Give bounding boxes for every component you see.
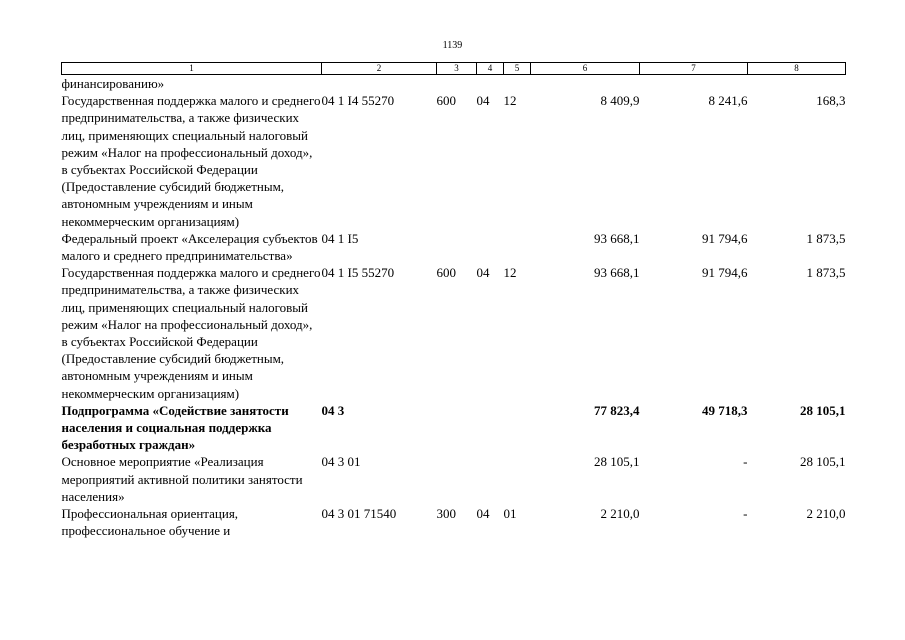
row-value-col8: 168,3 — [816, 93, 846, 109]
page-number: 1139 — [442, 40, 463, 51]
row-section: 04 — [476, 93, 490, 109]
table-row — [62, 75, 846, 93]
row-value-col6: 93 668,1 — [594, 230, 640, 246]
row-value-col6: 2 210,0 — [600, 506, 640, 522]
header-col-5: 5 — [504, 63, 531, 75]
row-subsection — [504, 75, 531, 93]
row-section — [477, 230, 504, 264]
table-row — [62, 453, 846, 505]
row-value-col7: - — [743, 454, 748, 470]
table-body — [62, 75, 846, 540]
row-value-col8: 1 873,5 — [806, 230, 846, 246]
header-col-7: 7 — [640, 63, 748, 75]
row-code: 04 1 I4 55270 — [321, 93, 395, 109]
row-value-col7: 91 794,6 — [702, 265, 748, 281]
row-section — [477, 453, 504, 505]
row-value-col8 — [748, 75, 846, 93]
header-col-3: 3 — [437, 63, 477, 75]
row-value-col7: 8 241,6 — [708, 93, 748, 109]
row-code: 04 1 I5 55270 — [321, 265, 395, 281]
row-value-col7: 91 794,6 — [702, 230, 748, 246]
row-subsection: 12 — [503, 265, 517, 281]
row-section — [477, 402, 504, 454]
row-expense-type — [437, 453, 477, 505]
row-name: Профессиональная ориентация, профессиональное обучение и — [61, 506, 239, 539]
header-col-6: 6 — [531, 63, 640, 75]
row-code: 04 1 I5 — [321, 230, 359, 246]
table-row — [62, 230, 846, 264]
row-subsection — [504, 453, 531, 505]
row-name: Подпрограмма «Содействие занятости населения и социальная поддержка безработных граждан» — [61, 402, 289, 453]
header-row — [62, 63, 846, 75]
row-value-col7: 49 718,3 — [702, 402, 748, 418]
header-col-1: 1 — [62, 63, 322, 75]
row-name: Основное мероприятие «Реализация мероприятий активной политики занятости населения» — [61, 454, 303, 504]
row-value-col6: 28 105,1 — [594, 454, 640, 470]
row-subsection: 12 — [503, 93, 517, 109]
row-subsection: 01 — [503, 506, 517, 522]
row-value-col8: 1 873,5 — [806, 265, 846, 281]
row-expense-type: 300 — [436, 506, 456, 522]
row-name: Государственная поддержка малого и среднего предпринимательства, а также физических лиц, применяющих специальный налоговый режим «Налог на профессиональный доход», в субъектах Российской Федерации (Предоставление субсидий бюджетным, автономным учреждениям и иным некоммерческим организациям) — [61, 265, 321, 401]
row-subsection — [504, 402, 531, 454]
row-value-col7 — [640, 75, 748, 93]
budget-table — [61, 62, 846, 539]
row-value-col7: - — [743, 506, 748, 522]
row-value-col6 — [531, 75, 640, 93]
row-name: Государственная поддержка малого и среднего предпринимательства, а также физических лиц, применяющих специальный налоговый режим «Налог на профессиональный доход», в субъектах Российской Федерации (Предоставление субсидий бюджетным, автономным учреждениям и иным некоммерческим организациям) — [61, 93, 321, 229]
row-name: Федеральный проект «Акселерация субъектов малого и среднего предпринимательства» — [61, 230, 318, 264]
row-value-col8: 2 210,0 — [806, 506, 846, 522]
row-value-col8: 28 105,1 — [800, 402, 846, 418]
row-value-col6: 93 668,1 — [594, 265, 640, 281]
row-expense-type — [437, 230, 477, 264]
row-name: финансированию» — [61, 76, 165, 91]
row-expense-type — [437, 75, 477, 93]
row-expense-type — [437, 402, 477, 454]
row-expense-type: 600 — [436, 265, 456, 281]
row-value-col6: 8 409,9 — [600, 93, 640, 109]
row-section — [477, 75, 504, 93]
row-expense-type: 600 — [436, 93, 456, 109]
header-col-4: 4 — [477, 63, 504, 75]
table-row — [62, 92, 846, 230]
header-col-2: 2 — [322, 63, 437, 75]
row-section: 04 — [476, 265, 490, 281]
row-section: 04 — [476, 506, 490, 522]
row-code — [322, 75, 437, 93]
row-code: 04 3 01 — [321, 454, 361, 470]
header-col-8: 8 — [748, 63, 846, 75]
row-code: 04 3 — [321, 402, 345, 418]
table-row — [62, 264, 846, 402]
table-row — [62, 402, 846, 454]
row-code: 04 3 01 71540 — [321, 506, 397, 522]
table-row — [62, 505, 846, 539]
row-value-col8: 28 105,1 — [800, 454, 846, 470]
row-value-col6: 77 823,4 — [594, 402, 640, 418]
row-subsection — [504, 230, 531, 264]
